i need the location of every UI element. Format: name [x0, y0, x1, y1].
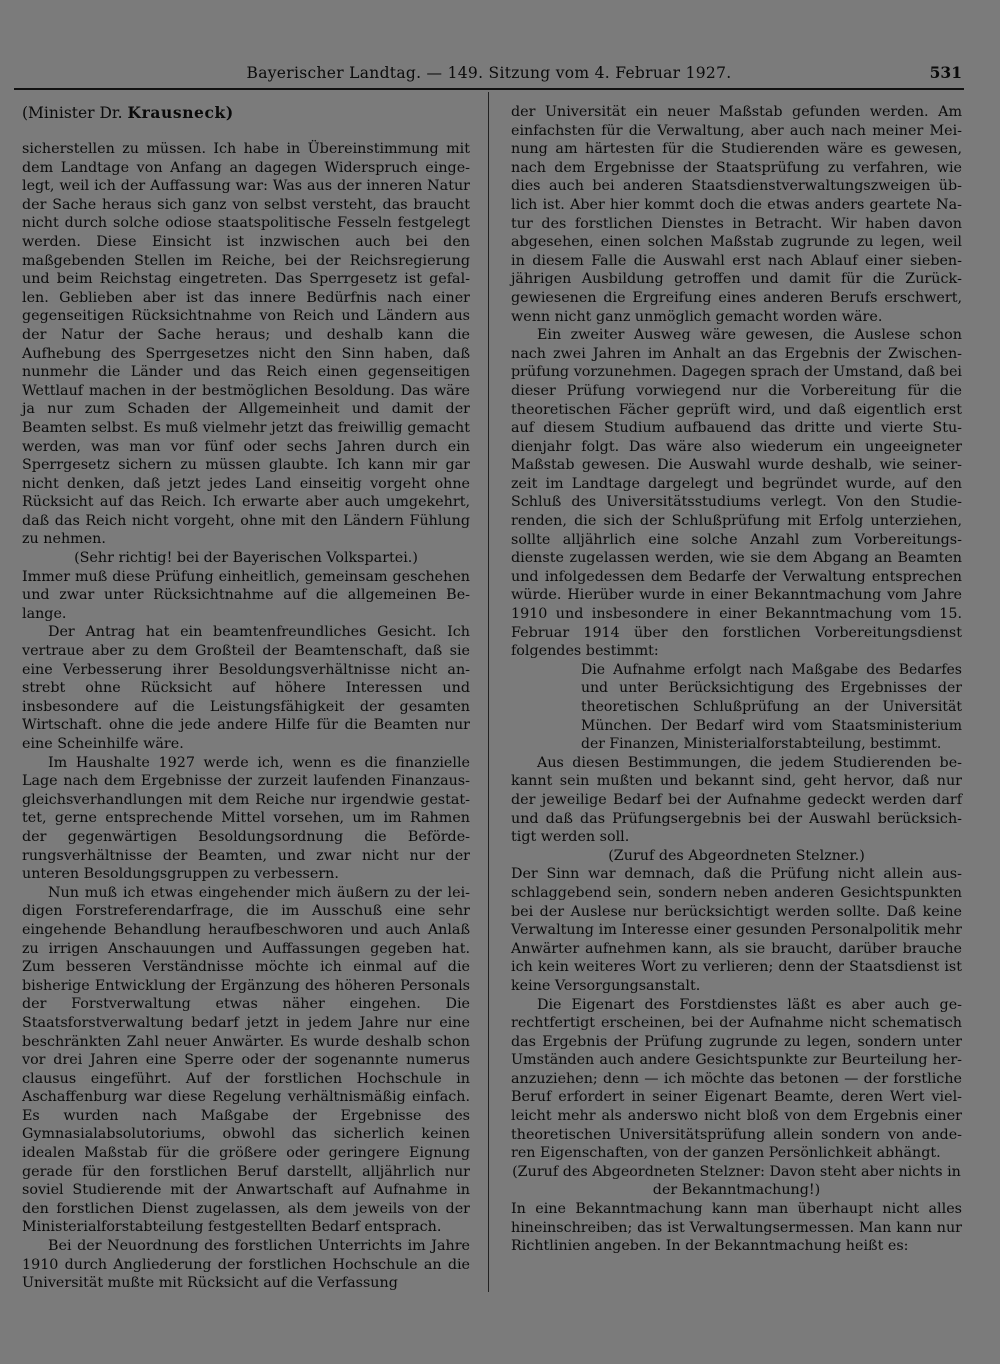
right-column [511, 103, 962, 1256]
paragraph: Immer muß diese Prüfung einheitlich, gemeinsam geschehen und zwar unter Rücksichtnahme auf die allgemeinen Belange. [22, 568, 470, 622]
paragraph: Der Antrag hat ein beamtenfreundliches Gesicht. Ich vertraue aber zu dem Großteil der Beamtenschaft, daß sie eine Verbesserung ihrer Besoldungsverhältnisse nicht anstrebt ohne Rücksicht auf höhere Interessen und insbesondere auf die Leistungsfähigkeit der gesamten Wirtschaft. ohne die jede andere Hilfe für die Beamten nur eine Scheinhilfe wäre. [22, 624, 470, 752]
interjection: (Zuruf des Abgeordneten Stelzner: Davon steht aber nichts in der Bekanntmachung!) [512, 1163, 961, 1199]
running-header [14, 58, 964, 90]
paragraph: Im Haushalte 1927 werde ich, wenn es die finanzielle Lage nach dem Ergebnisse der zurzeit laufenden Finanzausgleichsverhandlungen mit dem Reiche nur irgendwie gestattet, gerne entsprechende Mittel vorsehen, um im Rahmen der gegenwärtigen Besoldungsordnung die Beförderungsverhältnisse der Beamten, und zwar nicht nur der unteren Besoldungsgruppen zu verbessern. [22, 754, 470, 883]
paragraph: der Universität ein neuer Maßstab gefunden werden. Am einfachsten für die Verwaltung, aber auch nach meiner Meinung am härtesten für die Studierenden wäre es gewesen, nach dem Ergebnisse der Staatsprüfung zu verfahren, wie dies auch bei anderen Staatsdienstverwaltungszweigen üblich ist. Aber hier kommt doch die etwas anders geartete Natur des forstlichen Dienstes in Betracht. Wir haben davon abgesehen, einen solchen Maßstab zugrunde zu legen, weil in diesem Falle die Auswahl erst nach Ablauf einer siebenjährigen Ausbildung getroffen und damit für die Zurückgewiesenen die Ergreifung eines anderen Berufs erschwert, wenn nicht ganz unmöglich gemacht worden wäre. [511, 104, 962, 325]
paragraph: Der Sinn war demnach, daß die Prüfung nicht allein ausschlaggebend sein, sondern neben anderen Gesichtspunkten bei der Auslese nur berücksichtigt werden sollte. Daß keine Verwaltung im Interesse einer gesunden Personalpolitik mehr Anwärter aufnehmen kann, als sie braucht, darüber brauche ich kein weiteres Wort zu verlieren; denn der Staatsdienst ist keine Versorgungsanstalt. [511, 866, 962, 994]
left-column [22, 103, 470, 1293]
speaker-name: Krausneck) [127, 103, 234, 122]
paragraph: Nun muß ich etwas eingehender mich äußern zu der leidigen Forstreferendarfrage, die im Ausschuß eine sehr eingehende Behandlung heraufbeschworen und auch Anlaß zu irrigen Anschauungen und Auffassungen gegeben hat. Zum besseren Verständnisse möchte ich einmal auf die bisherige Entwicklung der Ergänzung des höheren Personals der Forstverwaltung etwas näher eingehen. Die Staatsforstverwaltung bedarf jetzt in jedem Jahre nur eine beschränkten Zahl neuer Anwärter. Es wurde deshalb schon vor drei Jahren eine Sperre oder der sogenannte numerus clausus eingeführt. Auf der forstlichen Hochschule in Aschaffenburg war diese Regelung verhältnismäßig einfach. Es wurden nach Maßgabe der Ergebnisse des Gymnasialabsolutoriums, obwohl das sicherlich keinen idealen Maßstab für die größere oder geringere Eignung gerade für den forstlichen Beruf darstellt, alljährlich nur soviel Studierende mit der Anwartschaft auf Aufnahme in den forstlichen Dienst zugelassen, als dem jeweils von der Ministerialforstabteilung festgestellten Bedarf entsprach. [22, 884, 470, 1236]
speaker-title: (Minister Dr. [22, 104, 123, 122]
paragraph: Ein zweiter Ausweg wäre gewesen, die Auslese schon nach zwei Jahren im Anhalt an das Ergebnis der Zwischenprüfung vorzunehmen. Dagegen sprach der Umstand, daß bei dieser Prüfung vorwiegend nur die Vorbereitung für die theoretischen Fächer geprüft wird, und daß eigentlich erst auf diesem Studium aufbauend das dritte und vierte Studienjahr folgt. Das wäre also wiederum ein ungeeigneter Maßstab gewesen. Die Auswahl wurde deshalb, wie seinerzeit im Landtage dargelegt und begründet wurde, auf den Schluß des Universitätsstudiums verlegt. Von den Studierenden, die sich der Schlußprüfung mit Erfolg unterziehen, sollte alljährlich eine solche Anzahl zum Vorbereitungsdienste zugelassen werden, wie sie dem Abgang an Beamten und infolgedessen dem Bedarfe der Verwaltung entsprechen würde. Hierüber wurde in einer Bekanntmachung vom Jahre 1910 und insbesondere in einer Bekanntmachung vom 15. Februar 1914 über den forstlichen Vorbereitungsdienst folgendes bestimmt: [511, 327, 962, 660]
paragraph: Aus diesen Bestimmungen, die jedem Studierenden bekannt sein mußten und bekannt sind, geht hervor, daß nur der jeweilige Bedarf bei der Aufnahme gedeckt werden darf und daß das Prüfungsergebnis bei der Auswahl berücksichtigt werden soll. [511, 754, 962, 846]
interjection: (Sehr richtig! bei der Bayerischen Volkspartei.) [74, 550, 418, 567]
block-quote: Die Aufnahme erfolgt nach Maßgabe des Bedarfes und unter Berücksichtigung des Ergebnisses der theoretischen Schlußprüfung an der Universität München. Der Bedarf wird vom Staatsministerium der Finanzen, Ministerialforstabteilung, bestimmt. [581, 661, 962, 753]
interjection: (Zuruf des Abgeordneten Stelzner.) [608, 847, 865, 864]
paragraph: Bei der Neuordnung des forstlichen Unterrichts im Jahre 1910 durch Angliederung der forstlichen Hochschule an die Universität mußte mit Rücksicht auf die Verfassung [22, 1238, 470, 1292]
page-number: 531 [929, 63, 962, 82]
column-divider [488, 92, 489, 1292]
header-title: Bayerischer Landtag. — 149. Sitzung vom 4. Februar 1927. [246, 64, 732, 82]
paragraph: sicherstellen zu müssen. Ich habe in Übereinstimmung mit dem Landtage von Anfang an dagegen Widerspruch eingelegt, weil ich der Auffassung war: Was aus der inneren Natur der Sache heraus sich ganz von selbst versteht, das braucht nicht durch solche odiose staatspolitische Fesseln festgelegt werden. Diese Einsicht ist inzwischen auch bei den maßgebenden Stellen im Reiche, bei der Reichsregierung und beim Reichstag eingetreten. Das Sperrgesetz ist gefallen. Geblieben aber ist das innere Bedürfnis nach einer gegenseitigen Rücksichtnahme von Reich und Ländern aus der Natur der Sache heraus; und deshalb kann die Aufhebung des Sperrgesetzes nicht den Sinn haben, daß nunmehr die Länder und das Reich einen gegenseitigen Wettlauf machen in der bestmöglichen Besoldung. Das wäre ja nur zum Schaden der Allgemeinheit und damit der Beamten selbst. Es muß vielmehr jetzt das freiwillig gemacht werden, was man vor fünf oder sechs Jahren durch ein Sperrgesetz sichern zu müssen glaubte. Ich kann mir gar nicht denken, daß jetzt jedes Land einseitig vorgeht ohne Rücksicht auf das Reich. Ich erwarte aber auch umgekehrt, daß das Reich nicht vorgeht, ohne mit den Ländern Fühlung zu nehmen. [22, 141, 470, 548]
paragraph: Die Eigenart des Forstdienstes läßt es aber auch gerechtfertigt erscheinen, bei der Aufnahme nicht schematisch das Ergebnis der Prüfung zugrunde zu legen, sondern unter Umständen auch andere Gesichtspunkte zur Beurteilung heranzuziehen; denn — ich möchte das betonen — der forstliche Beruf erfordert in seiner Eigenart Beamte, deren Wert vielleicht mehr als anderswo nicht bloß von dem Ergebnis einer theoretischen Universitätsprüfung allein sondern von anderen Eigenschaften, von der ganzen Persönlichkeit abhängt. [511, 996, 962, 1162]
paragraph: In eine Bekanntmachung kann man überhaupt nicht alles hineinschreiben; das ist Verwaltungsermessen. Man kann nur Richtlinien angeben. In der Bekanntmachung heißt es: [511, 1201, 962, 1255]
speaker-attribution [22, 103, 470, 123]
